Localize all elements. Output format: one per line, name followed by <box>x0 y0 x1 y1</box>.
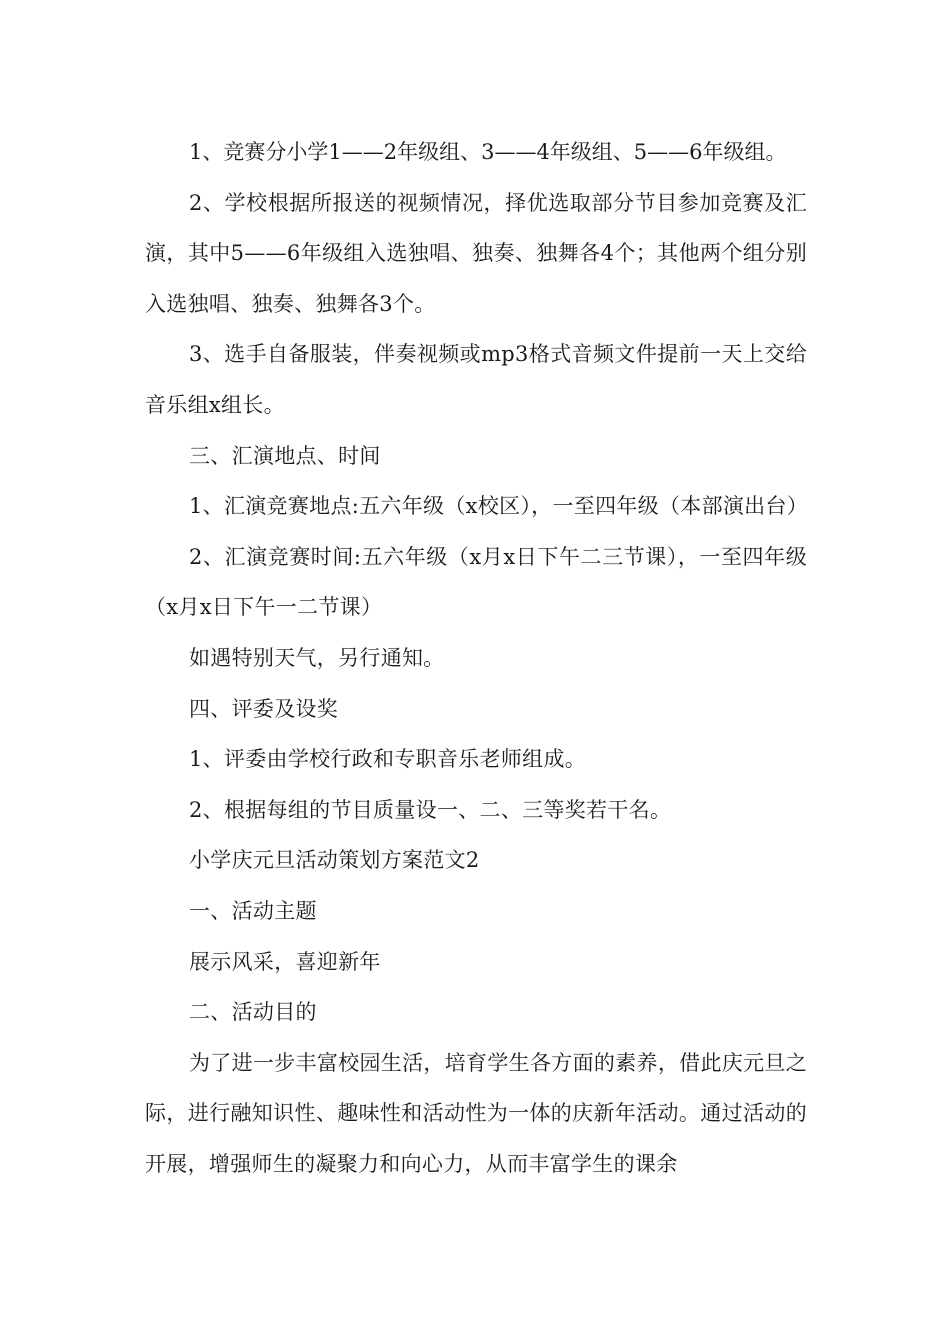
paragraph: 2、根据每组的节目质量设一、二、三等奖若干名。 <box>189 797 672 822</box>
paragraph: 1、竞赛分小学1——2年级组、3——4年级组、5——6年级组。 <box>189 140 787 164</box>
paragraph: 为了进一步丰富校园生活，培育学生各方面的素养，借此庆元旦之际，进行融知识性、趣味性和活动性为一体的庆新年活动。通过活动的开展，增强师生的凝聚力和向心力，从而丰富学生的课余 <box>145 1050 807 1176</box>
paragraph: 如遇特别天气，另行通知。 <box>189 645 445 670</box>
paragraph: 2、汇演竞赛时间:五六年级（x月x日下午二三节课），一至四年级（x月x日下午一二节课） <box>145 544 807 620</box>
section-heading: 二、活动目的 <box>189 1000 317 1025</box>
paragraph: 1、评委由学校行政和专职音乐老师组成。 <box>189 747 587 772</box>
section-heading: 三、汇演地点、时间 <box>189 443 381 468</box>
document-body <box>145 127 807 1189</box>
section-heading: 一、活动主题 <box>189 898 317 923</box>
document-title: 小学庆元旦活动策划方案范文2 <box>189 848 480 873</box>
section-heading: 四、评委及设奖 <box>189 696 339 721</box>
paragraph: 3、选手自备服装，伴奏视频或mp3格式音频文件提前一天上交给音乐组x组长。 <box>145 342 807 417</box>
paragraph: 展示风采，喜迎新年 <box>189 949 381 974</box>
paragraph: 2、学校根据所报送的视频情况，择优选取部分节目参加竞赛及汇演，其中5——6年级组入选独唱、独奏、独舞各4个；其他两个组分别入选独唱、独奏、独舞各3个。 <box>145 190 807 316</box>
paragraph: 1、汇演竞赛地点:五六年级（x校区），一至四年级（本部演出台） <box>189 494 809 519</box>
